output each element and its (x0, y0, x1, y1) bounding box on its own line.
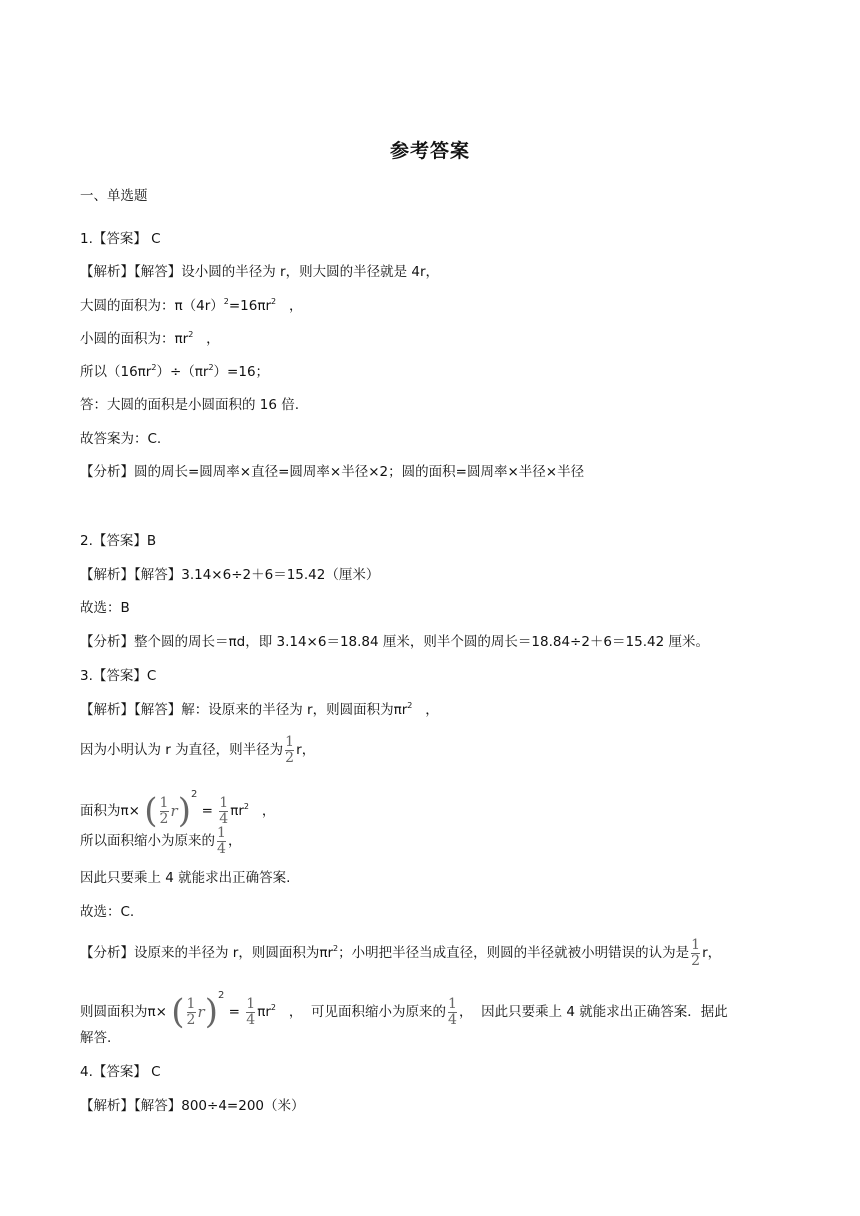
q3-solution-line-1: 【解析】【解答】解：设原来的半径为 r，则圆面积为$\pi r^2$ ， (80, 701, 439, 718)
page-title: 参考答案 (389, 140, 470, 162)
q1-solution-line-3: 小圆的面积为：$\pi r^2$ ， (80, 330, 220, 347)
q3-solution-line-3: 面积为π× ( $\frac{1}{2}$ r)$^2$ = $\frac{1}{4}$ $\pi r^2$ ， (80, 789, 276, 831)
fraction-one-half: $\frac{1}{2}$ (285, 733, 295, 766)
q1-solution-line-4: 所以$(16\pi r^2)\div(\pi r^2)=16$； (80, 363, 270, 380)
q2-solution-line-2: 故选：B (80, 600, 130, 616)
fraction-one-half: $\frac{1}{2}$ (691, 936, 701, 969)
q3-answer: 3.【答案】C (80, 668, 157, 684)
fraction-one-quarter: $\frac{1}{4}$ (219, 794, 229, 827)
q1-analysis: 【分析】圆的周长=圆周率×直径=圆周率×半径×2；圆的面积=圆周率×半径×半径 (80, 464, 585, 480)
fraction-one-quarter: $\frac{1}{4}$ (246, 995, 256, 1028)
q1-answer: 1.【答案】 C (80, 231, 161, 247)
q2-answer: 2.【答案】B (80, 533, 157, 549)
q3-analysis-line-3: 解答. (80, 1030, 112, 1046)
fraction-one-quarter: $\frac{1}{4}$ (217, 824, 226, 857)
q4-solution-line-1: 【解析】【解答】800÷4=200（米） (80, 1098, 305, 1114)
fraction-one-half: $\frac{1}{2}$ (186, 995, 196, 1028)
q3-solution-line-4: 所以面积缩小为原来的 $\frac{1}{4}$ ， (80, 824, 242, 857)
q3-solution-line-6: 故选：C. (80, 904, 135, 920)
q1-solution-line-2: 大圆的面积为：$\pi(4r)^2=16\pi r^2$ ， (80, 297, 303, 314)
q1-solution-line-6: 故答案为：C. (80, 431, 162, 447)
q4-answer: 4.【答案】 C (80, 1064, 161, 1080)
fraction-one-half: $\frac{1}{2}$ (159, 794, 169, 827)
q1-solution-line-5: 答：大圆的面积是小圆面积的 16 倍. (80, 397, 300, 413)
q3-analysis-line-2: 则圆面积为π× ( $\frac{1}{2}$ r)$^2$ = $\frac{1}{4}$ $\pi r^2$ ， 可见面积缩小为原来的 $\frac{1}{4}$ ， 因此只要乘上 4 就能求出正确答案．据此 (80, 990, 728, 1032)
q2-solution-line-1: 【解析】【解答】3.14×6÷2＋6＝15.42（厘米） (80, 567, 380, 583)
q3-solution-line-5: 因此只要乘上 4 就能求出正确答案. (80, 870, 291, 886)
fraction-one-quarter: $\frac{1}{4}$ (448, 995, 457, 1028)
q3-analysis-line-1: 【分析】设原来的半径为 r，则圆面积为$\pi r^2$；小明把半径当成直径，则圆的半径就被小明错误的认为是 $\frac{1}{2}$ r， (80, 936, 722, 969)
q3-solution-line-2: 因为小明认为 r 为直径，则半径为 $\frac{1}{2}$ r， (80, 733, 316, 766)
section-heading: 一、单选题 (80, 188, 148, 204)
q1-solution-line-1: 【解析】【解答】设小圆的半径为 r，则大圆的半径就是 4r， (80, 264, 440, 280)
q2-analysis: 【分析】整个圆的周长＝πd，即 3.14×6＝18.84 厘米，则半个圆的周长＝18.84÷2＋6＝15.42 厘米。 (80, 634, 709, 650)
